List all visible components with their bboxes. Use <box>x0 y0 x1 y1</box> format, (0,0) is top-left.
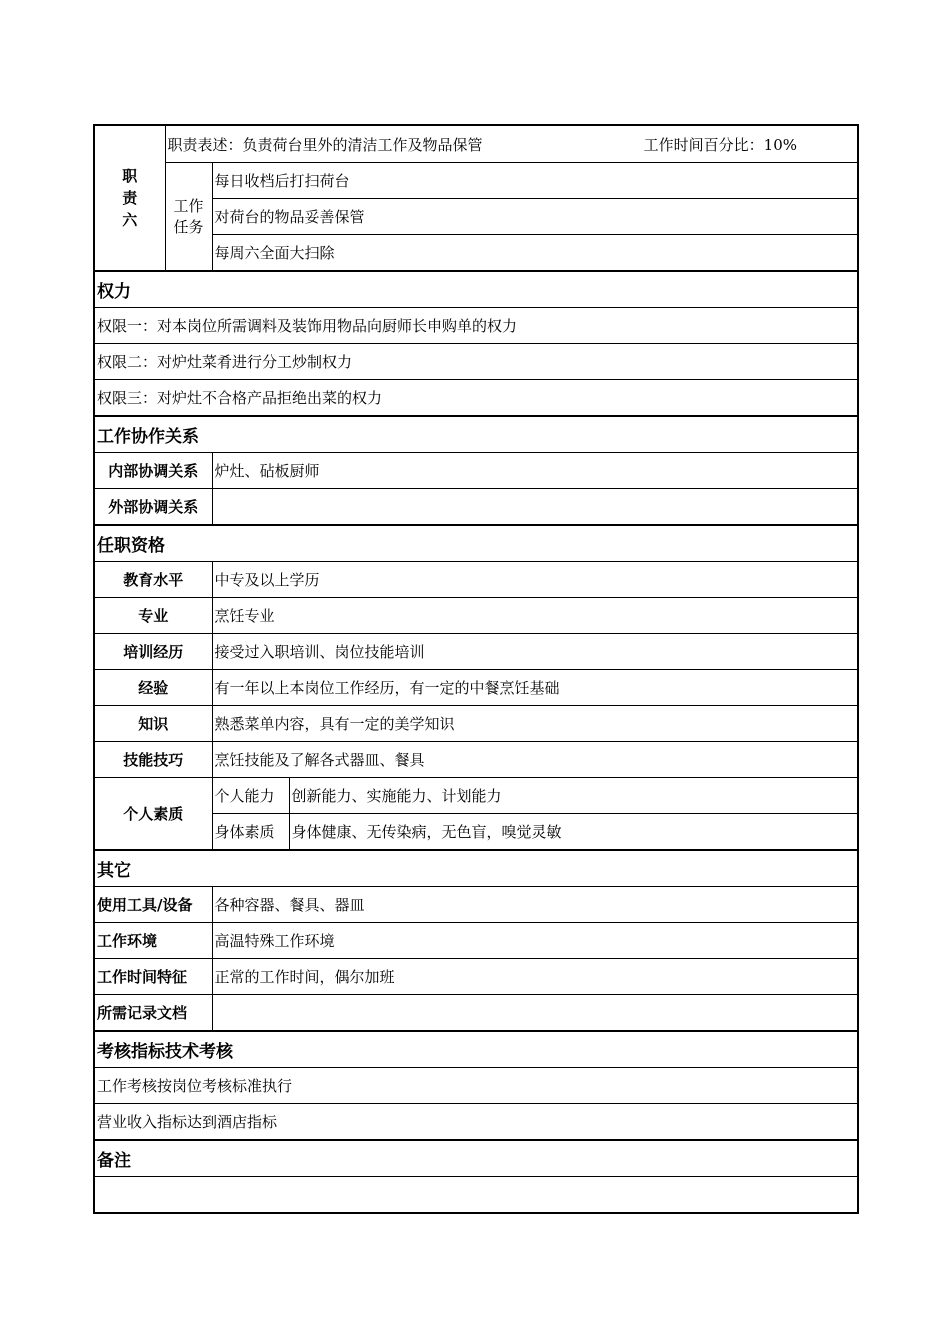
assessment-heading-row <box>94 1031 858 1068</box>
qualification-row <box>94 598 858 634</box>
authority-item-2: 权限二：对炉灶菜肴进行分工炒制权力 <box>94 344 858 380</box>
internal-coordination-value: 炉灶、砧板厨师 <box>212 453 858 489</box>
qualification-row <box>94 706 858 742</box>
authority-row <box>94 380 858 417</box>
duty6-task-1: 每日收档后打扫荷台 <box>212 163 858 199</box>
other-row <box>94 995 858 1032</box>
job-description-table <box>93 124 859 1214</box>
assessment-item: 营业收入指标达到酒店指标 <box>94 1104 858 1141</box>
qualification-heading-row <box>94 525 858 562</box>
authority-item-3: 权限三：对炉灶不合格产品拒绝出菜的权力 <box>94 380 858 417</box>
other-label: 所需记录文档 <box>94 995 212 1032</box>
duty6-label-char: 职 <box>122 167 138 185</box>
qualification-value: 有一年以上本岗位工作经历，有一定的中餐烹饪基础 <box>212 670 858 706</box>
assessment-row <box>94 1068 858 1104</box>
personal-quality-value: 创新能力、实施能力、计划能力 <box>289 778 858 814</box>
assessment-heading: 考核指标技术考核 <box>94 1031 858 1068</box>
cooperation-heading: 工作协作关系 <box>94 416 858 453</box>
other-heading: 其它 <box>94 850 858 887</box>
other-label: 使用工具/设备 <box>94 887 212 923</box>
other-heading-row <box>94 850 858 887</box>
duty6-label <box>94 125 165 271</box>
qualification-value: 烹饪专业 <box>212 598 858 634</box>
cooperation-heading-row <box>94 416 858 453</box>
duty6-task-2: 对荷台的物品妥善保管 <box>212 199 858 235</box>
duty6-task-label <box>165 163 212 272</box>
personal-quality-sublabel: 身体素质 <box>212 814 289 851</box>
qualification-row <box>94 670 858 706</box>
internal-coordination-label: 内部协调关系 <box>94 453 212 489</box>
authority-item-1: 权限一：对本岗位所需调料及装饰用物品向厨师长申购单的权力 <box>94 308 858 344</box>
qualification-value: 烹饪技能及了解各式器皿、餐具 <box>212 742 858 778</box>
other-row <box>94 887 858 923</box>
remarks-row <box>94 1177 858 1214</box>
authority-heading: 权力 <box>94 271 858 308</box>
job-description-sheet <box>93 124 857 1214</box>
other-row <box>94 923 858 959</box>
qualification-row <box>94 634 858 670</box>
qualification-label: 教育水平 <box>94 562 212 598</box>
qualification-row <box>94 742 858 778</box>
other-value: 正常的工作时间，偶尔加班 <box>212 959 858 995</box>
other-value <box>212 995 858 1032</box>
duty6-label-char: 责 <box>122 189 138 207</box>
authority-heading-row <box>94 271 858 308</box>
external-coordination-value <box>212 489 858 526</box>
remarks-heading-row <box>94 1140 858 1177</box>
personal-quality-label: 个人素质 <box>94 778 212 851</box>
other-value: 高温特殊工作环境 <box>212 923 858 959</box>
assessment-row <box>94 1104 858 1141</box>
external-coordination-label: 外部协调关系 <box>94 489 212 526</box>
qualification-value: 中专及以上学历 <box>212 562 858 598</box>
duty6-description-row <box>94 125 858 163</box>
duty6-description: 职责表述：负责荷台里外的清洁工作及物品保管 <box>167 135 483 154</box>
qualification-row <box>94 562 858 598</box>
internal-coordination-row <box>94 453 858 489</box>
authority-row <box>94 308 858 344</box>
qualification-label: 技能技巧 <box>94 742 212 778</box>
duty6-description-cell <box>165 125 858 163</box>
duty6-label-char: 六 <box>122 211 138 229</box>
personal-quality-row <box>94 778 858 814</box>
personal-quality-value: 身体健康、无传染病，无色盲，嗅觉灵敏 <box>289 814 858 851</box>
external-coordination-row <box>94 489 858 526</box>
other-label: 工作环境 <box>94 923 212 959</box>
authority-row <box>94 344 858 380</box>
other-label: 工作时间特征 <box>94 959 212 995</box>
other-row <box>94 959 858 995</box>
assessment-item: 工作考核按岗位考核标准执行 <box>94 1068 858 1104</box>
qualification-label: 知识 <box>94 706 212 742</box>
remarks-heading: 备注 <box>94 1140 858 1177</box>
remarks-value <box>94 1177 858 1214</box>
qualification-label: 专业 <box>94 598 212 634</box>
other-value: 各种容器、餐具、器皿 <box>212 887 858 923</box>
qualification-label: 经验 <box>94 670 212 706</box>
duty6-task-3: 每周六全面大扫除 <box>212 235 858 272</box>
task-label-line: 任务 <box>173 217 204 236</box>
duty6-task-row <box>94 163 858 199</box>
qualification-heading: 任职资格 <box>94 525 858 562</box>
qualification-label: 培训经历 <box>94 634 212 670</box>
task-label-line: 工作 <box>173 196 204 215</box>
personal-quality-sublabel: 个人能力 <box>212 778 289 814</box>
duty6-time-percent: 工作时间百分比：10% <box>643 135 798 154</box>
qualification-value: 熟悉菜单内容，具有一定的美学知识 <box>212 706 858 742</box>
qualification-value: 接受过入职培训、岗位技能培训 <box>212 634 858 670</box>
